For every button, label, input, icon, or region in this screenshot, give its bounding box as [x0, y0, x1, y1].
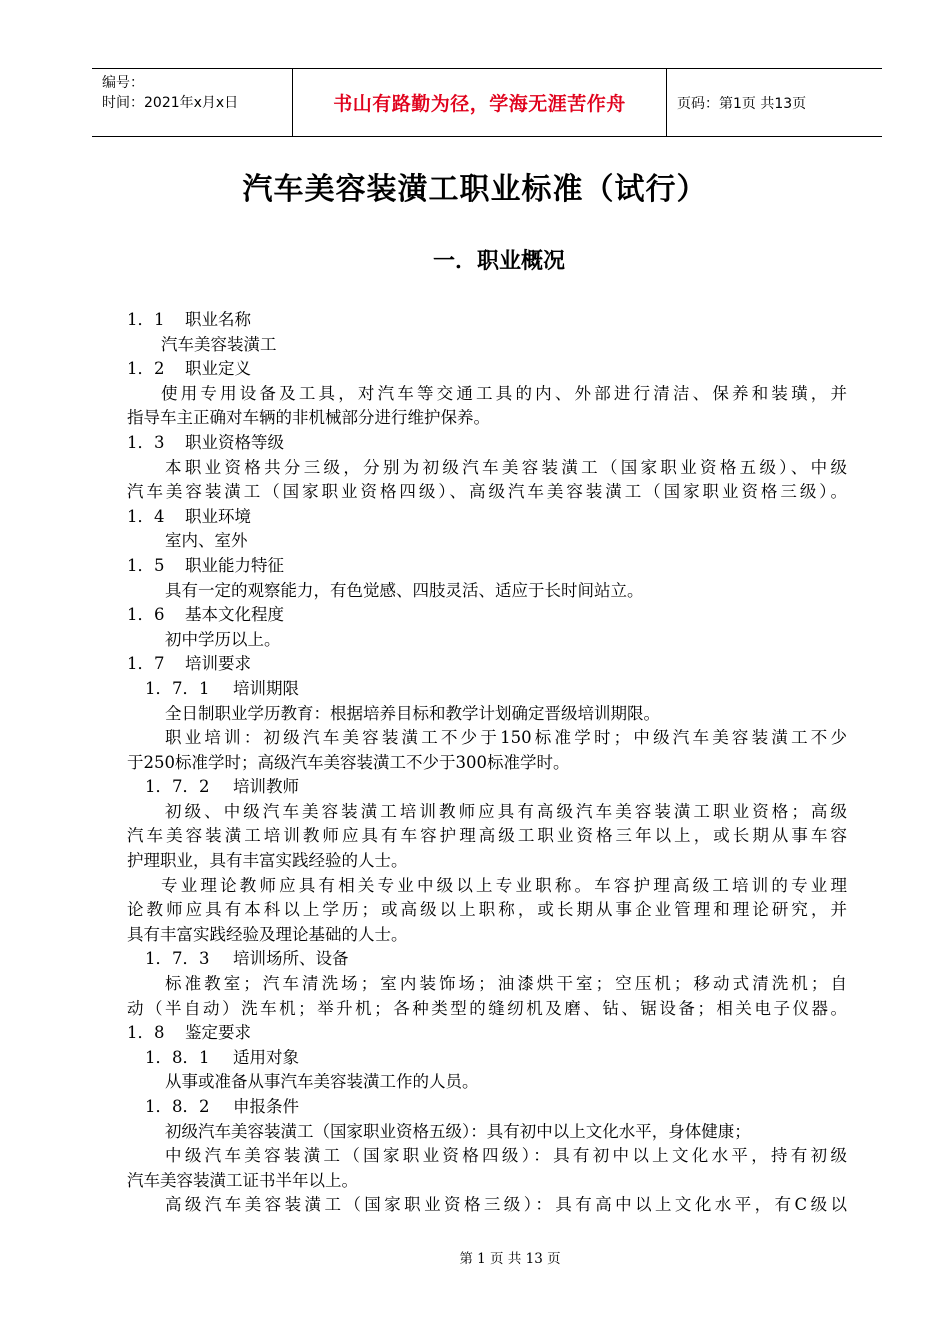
paragraph-line: 护理职业，具有丰富实践经验的人士。 [127, 851, 408, 871]
header-page-info: 页码：第1页 共13页 [677, 95, 807, 112]
heading-1-6 [127, 603, 847, 628]
paragraph: 汽车美容装潢工 [161, 334, 277, 354]
heading-1-4 [127, 505, 847, 530]
paragraph-line: 使用专用设备及工具，对汽车等交通工具的内、外部进行清洁、保养和装璜，并 [161, 383, 847, 403]
paragraph-line: 汽车美容装潢工（国家职业资格四级）、高级汽车美容装潢工（国家职业资格三级）。 [127, 482, 847, 502]
heading-text: 适用对象 [233, 1047, 299, 1067]
heading-text: 职业定义 [185, 359, 251, 379]
heading-1-1 [127, 308, 847, 333]
page-header [92, 68, 882, 137]
paragraph-line: 本职业资格共分三级，分别为初级汽车美容装潢工（国家职业资格五级）、中级 [165, 457, 847, 477]
paragraph-line: 于250标准学时；高级汽车美容装潢工不少于300标准学时。 [127, 752, 570, 772]
heading-text: 职业能力特征 [185, 555, 284, 575]
paragraph-line: 专业理论教师应具有相关专业中级以上专业职称。车容护理高级工培训的专业理 [161, 875, 847, 895]
heading-text: 培训要求 [185, 654, 251, 674]
paragraph: 室内、室外 [165, 531, 248, 551]
heading-1-8-1 [127, 1046, 847, 1071]
document-body [127, 308, 847, 1218]
heading-number: 1．1 [127, 310, 165, 329]
heading-1-7 [127, 652, 847, 677]
heading-number: 1．7．1 [145, 678, 210, 698]
heading-number: 1．8．2 [145, 1097, 210, 1116]
heading-1-7-1 [127, 677, 847, 702]
paragraph: 初中学历以上。 [165, 629, 281, 649]
heading-text: 职业资格等级 [185, 432, 284, 452]
heading-text: 鉴定要求 [185, 1023, 251, 1043]
paragraph-line: 初级、中级汽车美容装潢工培训教师应具有高级汽车美容装潢工职业资格；高级 [165, 801, 847, 821]
paragraph-line: 职业培训：初级汽车美容装潢工不少于150标准学时；中级汽车美容装潢工不少 [165, 728, 847, 748]
heading-text: 职业名称 [185, 310, 251, 329]
heading-number: 1．8 [127, 1023, 165, 1043]
time-label: 时间：2021年x月x日 [102, 95, 239, 111]
paragraph-line: 高级汽车美容装潢工（国家职业资格三级）：具有高中以上文化水平，有C级以 [165, 1195, 847, 1215]
paragraph-line: 动（半自动）洗车机；举升机；各种类型的缝纫机及磨、钻、锯设备；相关电子仪器。 [127, 998, 847, 1018]
heading-text: 申报条件 [233, 1097, 299, 1116]
paragraph-line: 初级汽车美容装潢工（国家职业资格五级）：具有初中以上文化水平，身体健康； [165, 1121, 751, 1141]
heading-1-5 [127, 554, 847, 579]
heading-text: 培训教师 [233, 777, 299, 797]
paragraph-line: 具有丰富实践经验及理论基础的人士。 [127, 924, 408, 944]
heading-number: 1．3 [127, 432, 165, 452]
paragraph-line: 中级汽车美容装潢工（国家职业资格四级）：具有初中以上文化水平，持有初级 [165, 1146, 847, 1166]
heading-text: 培训场所、设备 [233, 949, 349, 969]
paragraph-line: 指导车主正确对车辆的非机械部分进行维护保养。 [127, 408, 490, 428]
paragraph-line: 论教师应具有本科以上学历；或高级以上职称，或长期从事企业管理和理论研究，并 [127, 900, 847, 920]
header-meta [92, 69, 293, 136]
heading-1-7-3 [127, 947, 847, 972]
heading-text: 培训期限 [233, 678, 299, 698]
heading-number: 1．6 [127, 605, 165, 625]
heading-text: 基本文化程度 [185, 605, 284, 625]
heading-1-7-2 [127, 775, 847, 800]
heading-1-2 [127, 357, 847, 382]
heading-1-8 [127, 1021, 847, 1046]
heading-number: 1．4 [127, 506, 165, 526]
heading-number: 1．7．2 [145, 777, 210, 797]
heading-1-3 [127, 431, 847, 456]
paragraph-line: 汽车美容装潢工证书半年以上。 [127, 1170, 358, 1190]
heading-number: 1．5 [127, 555, 165, 575]
heading-number: 1．2 [127, 359, 165, 379]
serial-label: 编号： [102, 75, 144, 91]
page-footer: 第 1 页 共 13 页 [459, 1251, 561, 1267]
section-title: 一．职业概况 [432, 249, 565, 274]
header-motto: 书山有路勤为径，学海无涯苦作舟 [293, 69, 667, 136]
paragraph-line: 全日制职业学历教育：根据培养目标和教学计划确定晋级培训期限。 [165, 703, 660, 723]
heading-number: 1．7．3 [145, 949, 210, 969]
heading-1-8-2 [127, 1095, 847, 1120]
paragraph: 具有一定的观察能力，有色觉感、四肢灵活、适应于长时间站立。 [165, 580, 644, 600]
document-title: 汽车美容装潢工职业标准（试行） [242, 172, 708, 207]
heading-number: 1．8．1 [145, 1047, 210, 1067]
paragraph-line: 汽车美容装潢工培训教师应具有车容护理高级工职业资格三年以上，或长期从事车容 [127, 826, 847, 846]
heading-number: 1．7 [127, 654, 165, 674]
paragraph: 从事或准备从事汽车美容装潢工作的人员。 [165, 1072, 479, 1092]
paragraph-line: 标准教室；汽车清洗场；室内装饰场；油漆烘干室；空压机；移动式清洗机；自 [165, 974, 847, 994]
heading-text: 职业环境 [185, 506, 251, 526]
